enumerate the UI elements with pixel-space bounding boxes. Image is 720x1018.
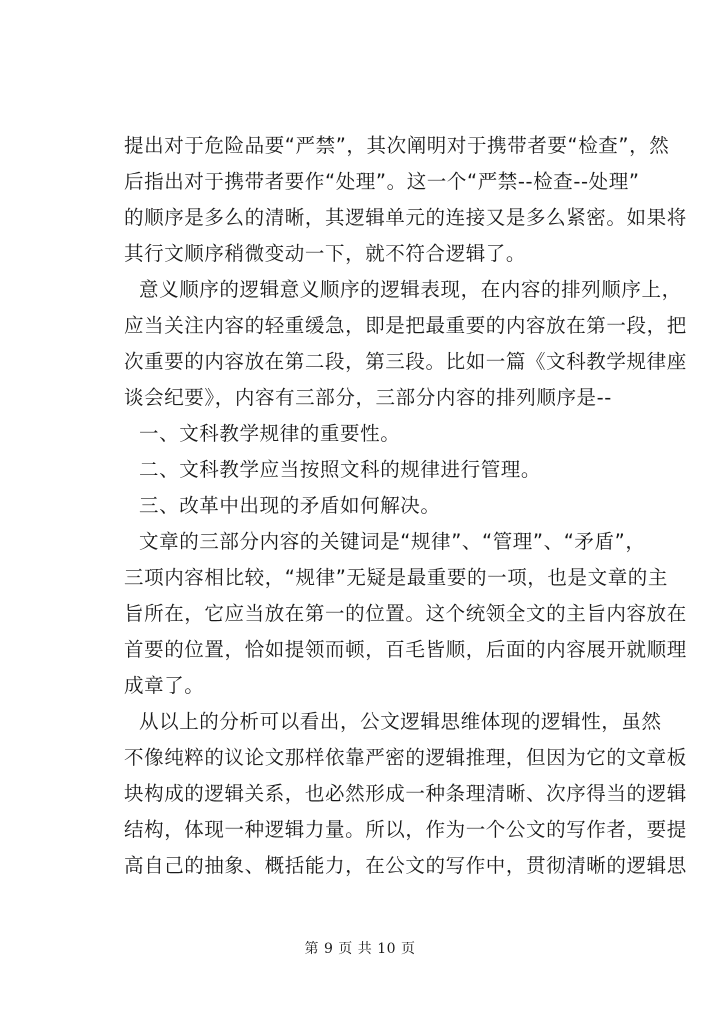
text-line: 的顺序是多么的清晰，其逻辑单元的连接又是多么紧密。如果将: [124, 206, 687, 229]
text-line: 不像纯粹的议论文那样依靠严密的逻辑推理，但因为它的文章板: [124, 746, 687, 769]
paragraph-start-line: 从以上的分析可以看出，公文逻辑思维体现的逻辑性，虽然: [139, 710, 662, 733]
list-item: 一、文科教学规律的重要性。: [139, 422, 401, 445]
list-item: 二、文科教学应当按照文科的规律进行管理。: [139, 458, 542, 481]
text-line: 提出对于危险品要“严禁”，其次阐明对于携带者要“检查”，然: [124, 134, 670, 157]
page-number: 第 9 页 共 10 页: [304, 941, 416, 957]
text-line: 次重要的内容放在第二段，第三段。比如一篇《文科教学规律座: [124, 350, 687, 373]
paragraph-start-line: 意义顺序的逻辑意义顺序的逻辑表现，在内容的排列顺序上，: [139, 278, 682, 301]
text-line: 成章了。: [124, 674, 205, 697]
text-line: 结构，体现一种逻辑力量。所以，作为一个公文的写作者，要提: [124, 818, 687, 841]
paragraph-start-line: 文章的三部分内容的关键词是“规律”、“管理”、“矛盾”，: [139, 530, 646, 553]
text-line: 块构成的逻辑关系，也必然形成一种条理清晰、次序得当的逻辑: [124, 782, 687, 805]
text-line: 高自己的抽象、概括能力，在公文的写作中，贯彻清晰的逻辑思: [124, 854, 687, 877]
text-line: 首要的位置，恰如提领而顿，百毛皆顺，后面的内容展开就顺理: [124, 638, 687, 661]
body-text: [124, 128, 687, 884]
text-line: 后指出对于携带者要作“处理”。这一个“严禁--检查--处理”: [124, 170, 640, 193]
text-line: 三项内容相比较，“规律”无疑是最重要的一项，也是文章的主: [124, 566, 669, 589]
list-item: 三、改革中出现的矛盾如何解决。: [139, 494, 441, 517]
text-line: 旨所在，它应当放在第一的位置。这个统领全文的主旨内容放在: [124, 602, 687, 625]
text-line: 其行文顺序稍微变动一下，就不符合逻辑了。: [124, 242, 527, 265]
text-line: 谈会纪要》，内容有三部分，三部分内容的排列顺序是--: [124, 386, 612, 409]
text-line: 应当关注内容的轻重缓急，即是把最重要的内容放在第一段，把: [124, 314, 687, 337]
page-footer: [0, 938, 720, 958]
